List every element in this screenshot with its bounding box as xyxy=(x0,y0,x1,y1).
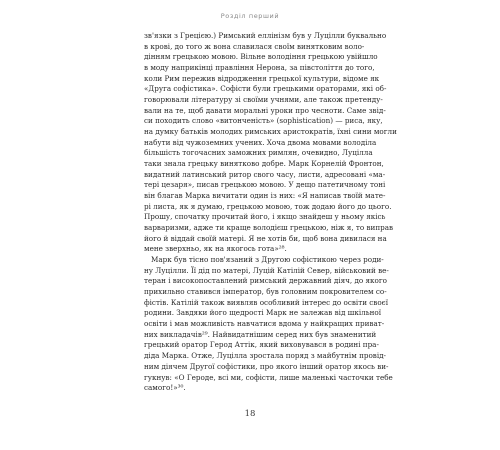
text-line: них викладачів²⁹. Найвидатнішим серед них був знаменитий xyxy=(144,329,377,339)
text-line: його й віддай своїй матері. Я не хотів би, щоб вона дивилася на xyxy=(144,233,387,243)
text-line: більшість тогочасних заможних римлян, очевидно, Луцілла xyxy=(144,148,373,158)
text-line: коли Рим пережив відродження грецької культури, відоме як xyxy=(144,73,380,83)
text-line: говорювали літературу зі своїми учнями, але також претенду- xyxy=(144,95,383,105)
text-line: Прошу, спочатку прочитай його, і якщо знайдеш у ньому якісь xyxy=(144,212,386,222)
text-line: самого!»³⁰. xyxy=(144,383,186,393)
text-line: він благав Марка вичитати один із них: «Я написав твоїй мате- xyxy=(144,191,386,201)
text-line: Марк був тісно пов'язаний з Другою софістикою через роди- xyxy=(151,255,384,265)
page-number: 18 xyxy=(244,409,256,419)
text-line: освіти і мав можливість навчатися вдома у найкращих приват- xyxy=(144,319,385,329)
text-line: на думку батьків молодих римських аристократів, їхні сини могли xyxy=(144,127,397,137)
text-line: діда Марка. Отже, Луцілла зростала поряд з майбутнім провід- xyxy=(144,351,386,361)
text-line: рі листа, як я думаю, грецькою мовою, тож додаю його до цього. xyxy=(144,201,392,211)
text-line: таки знала грецьку винятково добре. Марк Корнелій Фронтон, xyxy=(144,159,384,169)
paragraph xyxy=(144,31,397,255)
text-line: теран і високопоставлений римський державний діяч, до якого xyxy=(144,276,387,286)
text-line: в крові, до того ж вона славилася своїм винятковим воло- xyxy=(144,41,365,51)
text-line: фістів. Катілій також виявляв особливий інтерес до освіти своєї xyxy=(144,297,388,307)
text-line: гукнув: «О Героде, всі ми, софісти, лише маленькі часточки тебе xyxy=(144,372,393,382)
text-line: родини. Завдяки його щедрості Марк не залежав від шкільної xyxy=(144,308,382,318)
text-line: набути від чужоземних учених. Хоча двома мовами володіла xyxy=(144,137,377,147)
text-line: ну Луцілли. Її дід по матері, Луцій Катілій Север, військовий ве- xyxy=(144,265,389,275)
text-line: «Друга софістика». Софісти були грецькими ораторами, які об- xyxy=(144,84,387,94)
text-line: прихильно ставився імператор, був головним покровителем со- xyxy=(144,287,387,297)
text-line: в моду наприкінці правління Нерона, за півстоліття до того, xyxy=(144,63,375,73)
text-line: тері цезаря», писав грецькою мовою. У дещо патетичному тоні xyxy=(144,180,386,190)
text-line: мене зверхньо, як на якогось гота»²⁸. xyxy=(144,244,287,254)
body-text xyxy=(144,31,397,394)
text-line: грецький оратор Герод Аттік, який виховувався в родині пра- xyxy=(144,340,379,350)
text-line: ним діячем Другої софістики, про якого інший оратор якось ви- xyxy=(144,361,389,371)
text-line: зв'язки з Грецією.) Римський еллінізм був у Луцілли буквально xyxy=(144,31,387,40)
running-head: Розділ перший xyxy=(220,12,280,20)
text-line: варваризми, адже ти краще володієш грецькою, ніж я, то виправ xyxy=(144,223,394,233)
text-line: вали на те, щоб давати моральні уроки про чесноти. Саме звід- xyxy=(144,105,386,115)
text-line: си походить слово «витонченість» (sophistication) — риса, яку, xyxy=(144,116,383,126)
text-line: видатний латинський ритор свого часу, листи, адресовані «ма- xyxy=(144,169,386,179)
text-line: дінням грецькою мовою. Вільне володіння грецькою увійшло xyxy=(144,52,378,62)
paragraph xyxy=(144,255,393,394)
